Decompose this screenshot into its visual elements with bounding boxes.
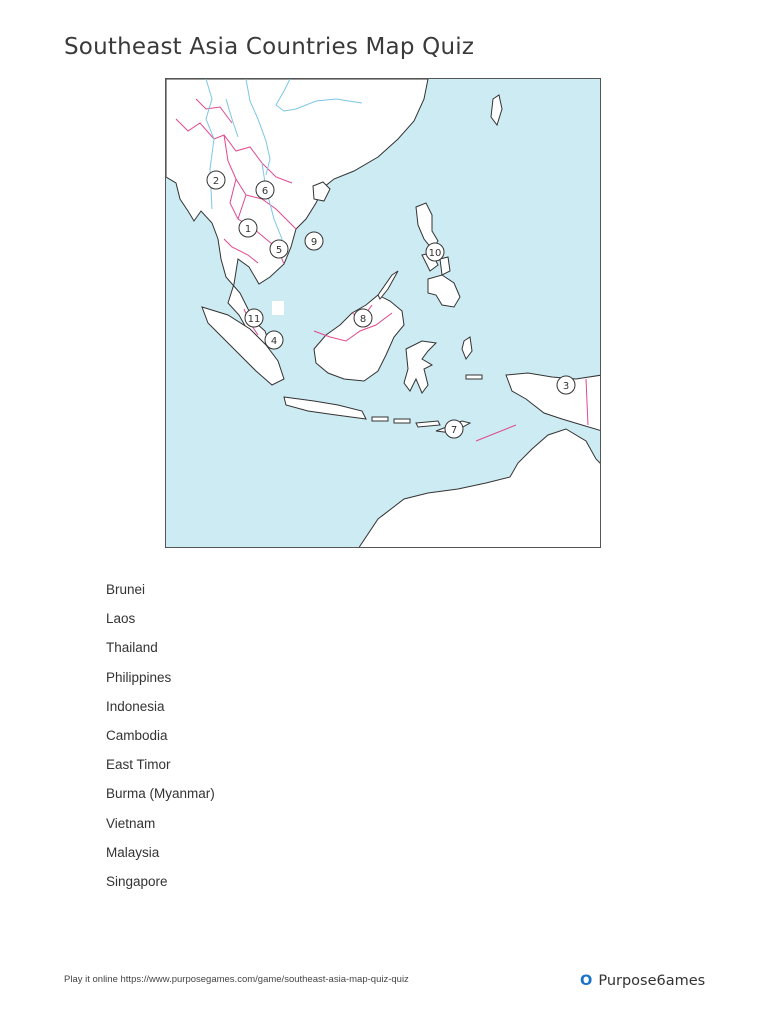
small-white-square — [272, 301, 284, 315]
taiwan-island — [491, 95, 502, 125]
answer-item: Cambodia — [106, 727, 168, 743]
answer-item: Philippines — [106, 669, 172, 685]
australia-land — [358, 429, 601, 548]
map-marker-6 — [256, 181, 274, 199]
brand-mark-icon: O — [580, 973, 593, 989]
map-marker-label: 1 — [244, 224, 252, 235]
map-marker-1 — [239, 219, 257, 237]
map-marker-label: 9 — [310, 237, 318, 248]
map-marker-label: 10 — [428, 248, 442, 259]
map-marker-11 — [245, 309, 263, 327]
map-marker-10 — [426, 243, 444, 261]
map-marker-label: 3 — [562, 381, 570, 392]
map-marker-label: 4 — [270, 336, 278, 347]
map-marker-2 — [207, 171, 225, 189]
map-marker-label: 5 — [275, 245, 283, 256]
purposegames-logo — [580, 973, 705, 989]
answer-item: Laos — [106, 611, 136, 627]
page-title: Southeast Asia Countries Map Quiz — [64, 34, 475, 60]
answer-item: Thailand — [106, 640, 158, 656]
map-marker-label: 6 — [261, 186, 269, 197]
map-marker-label: 11 — [247, 314, 261, 325]
map-marker-3 — [557, 376, 575, 394]
map-marker-label: 8 — [359, 314, 367, 325]
answer-item: Vietnam — [106, 815, 156, 831]
answer-item: Burma (Myanmar) — [106, 786, 215, 802]
mindanao-island — [428, 275, 460, 307]
play-online-link[interactable]: Play it online https://www.purposegames.com/game/southeast-asia-map-quiz-quiz — [64, 974, 409, 985]
answer-item: East Timor — [106, 757, 171, 773]
southeast-asia-map — [165, 78, 601, 548]
answer-item: Malaysia — [106, 844, 160, 860]
palawan-island — [378, 271, 398, 299]
borneo-island — [314, 295, 404, 381]
map-marker-label: 2 — [212, 176, 220, 187]
answer-item: Brunei — [106, 582, 146, 597]
map-marker-7 — [445, 420, 463, 438]
map-marker-label: 7 — [450, 425, 458, 436]
luzon-island — [416, 203, 438, 249]
map-marker-8 — [354, 309, 372, 327]
lesser-sunda-islands — [372, 417, 440, 427]
map-marker-5 — [270, 240, 288, 258]
sulawesi-island — [404, 341, 436, 393]
map-marker-9 — [305, 232, 323, 250]
answer-item: Indonesia — [106, 698, 165, 714]
moluccas-islands — [462, 337, 482, 379]
answer-item: Singapore — [106, 873, 168, 889]
brand-name: Purpose6ames — [598, 973, 706, 989]
answer-list — [106, 580, 215, 901]
java-island — [284, 397, 366, 419]
map-marker-4 — [265, 331, 283, 349]
